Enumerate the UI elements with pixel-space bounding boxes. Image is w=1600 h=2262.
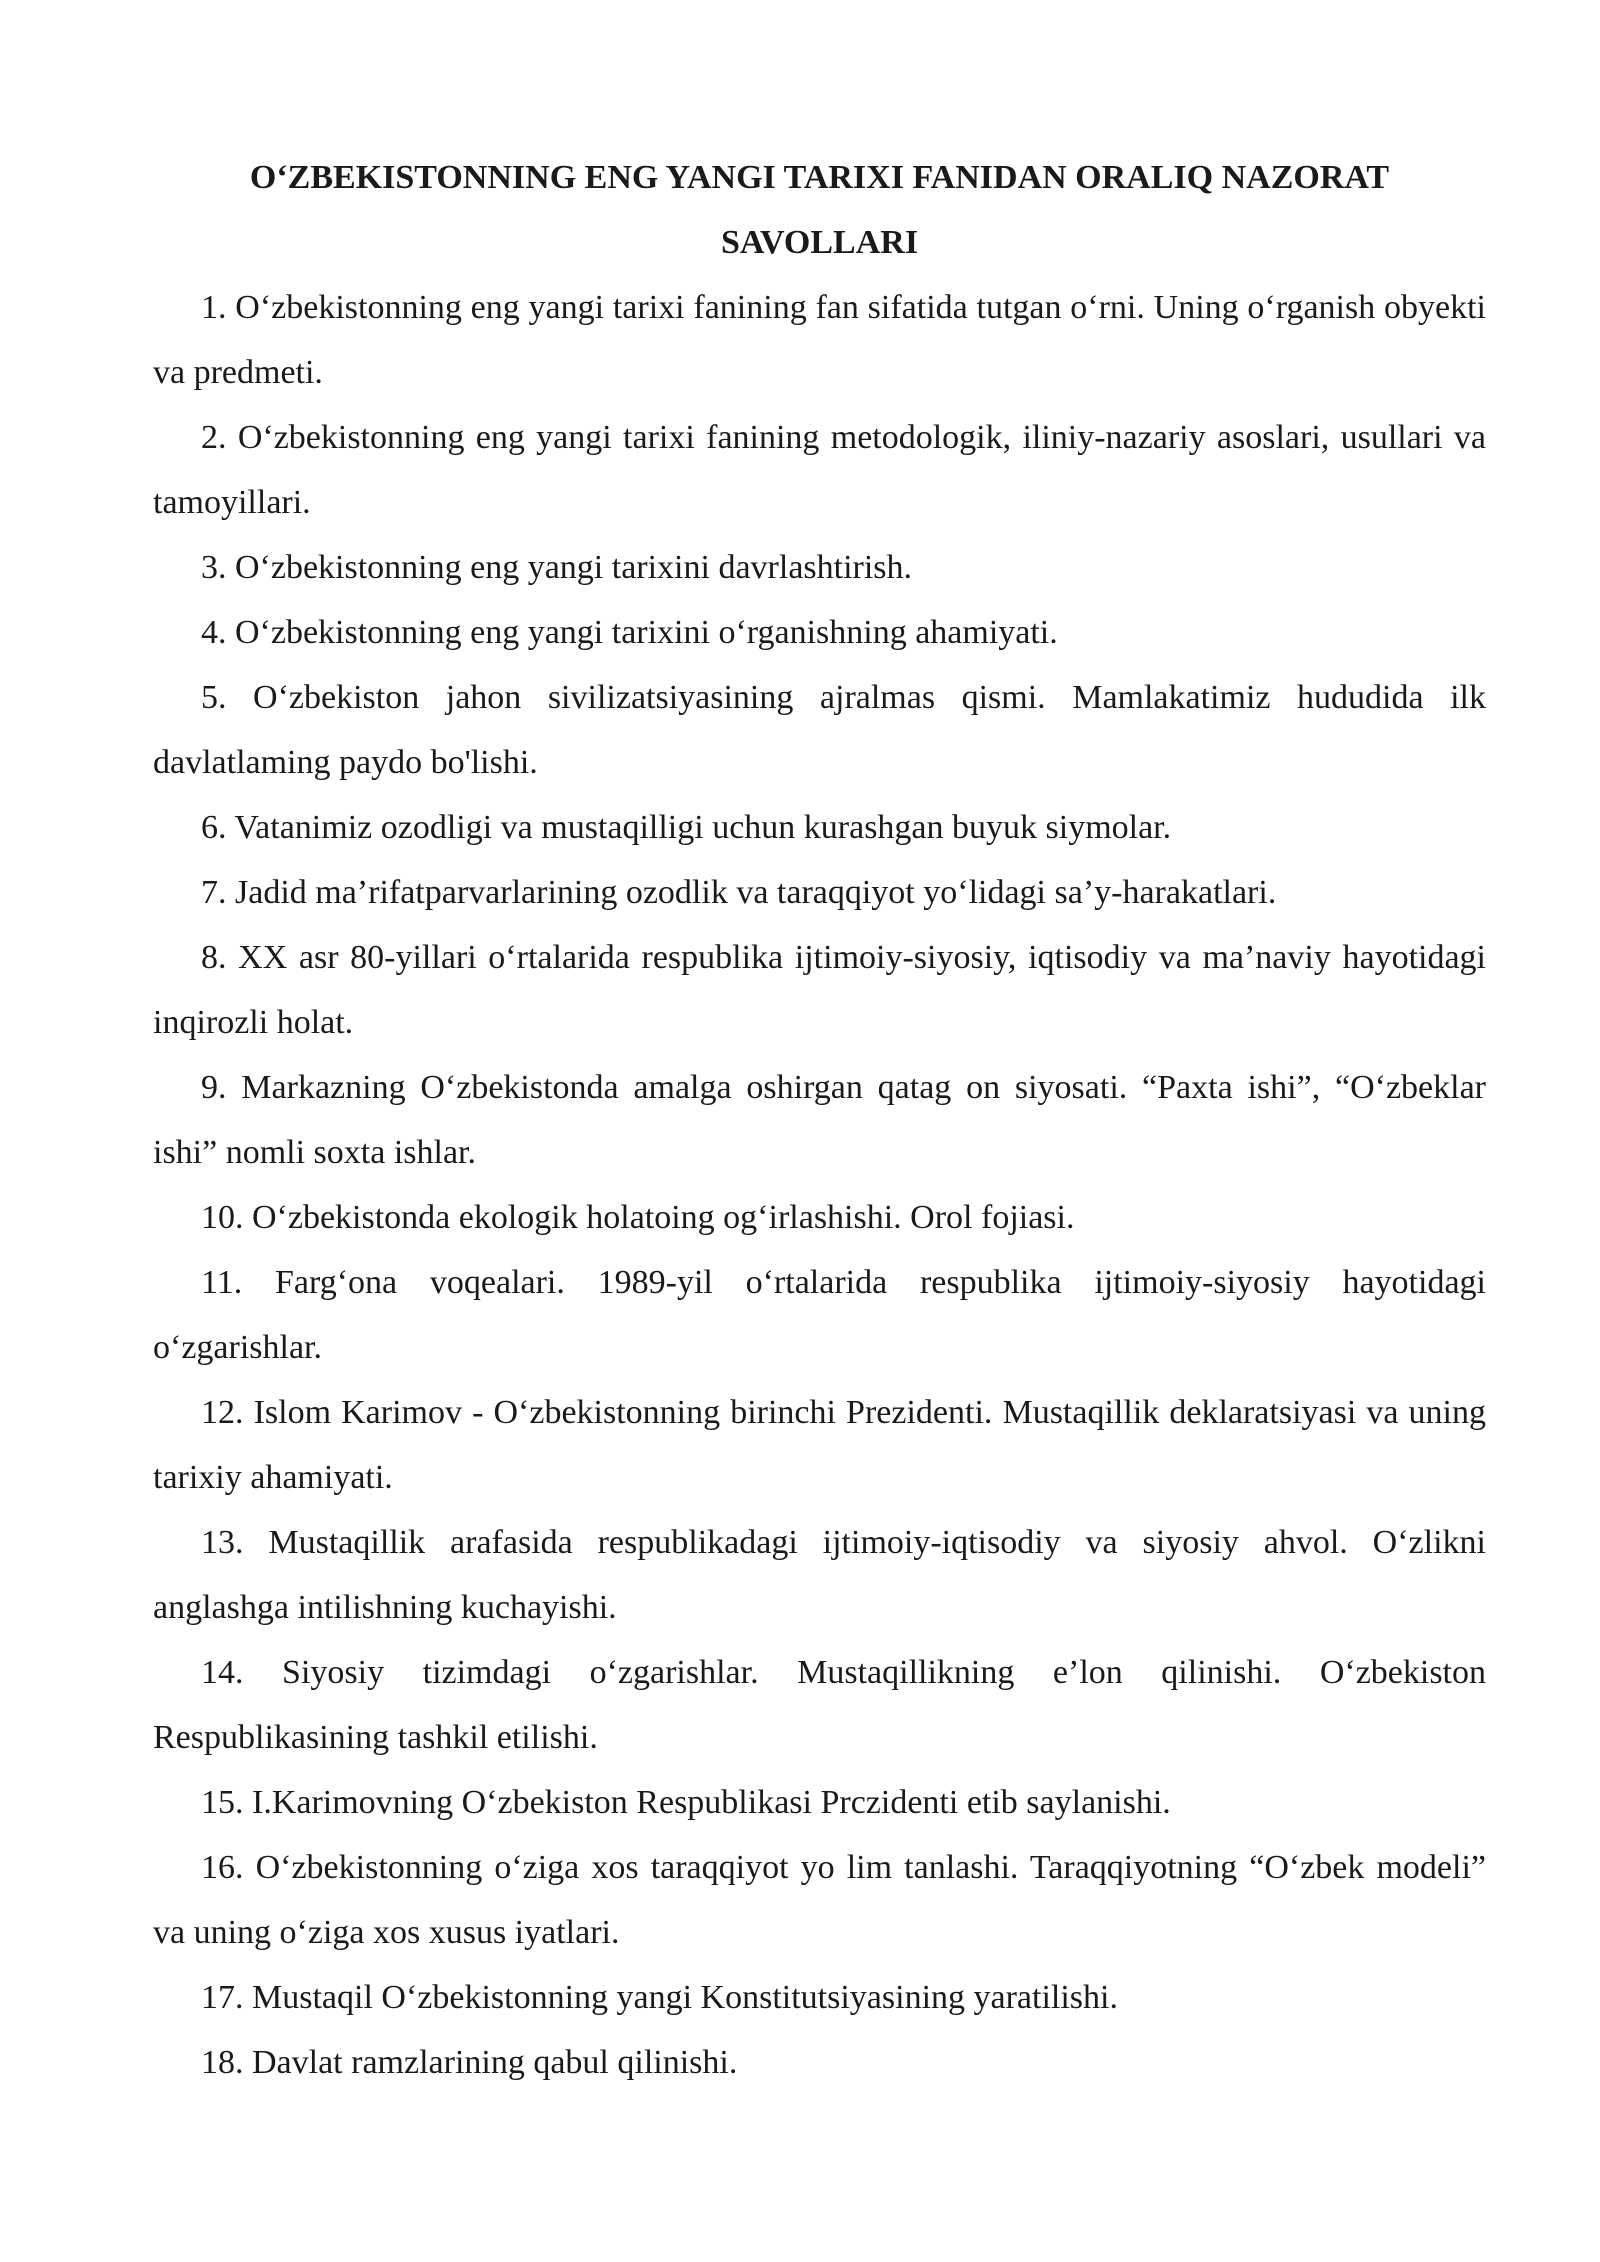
document-title: O‘ZBEKISTONNING ENG YANGI TARIXI FANIDAN ORALIQ NAZORAT SAVOLLARI xyxy=(249,159,1390,261)
question-item-11: 11. Farg‘ona voqealari. 1989-yil o‘rtalarida respublika ijtimoiy-siyosiy hayotidagi o‘zgarishlar. xyxy=(153,1264,1486,1366)
question-item-17: 17. Mustaqil O‘zbekistonning yangi Konstitutsiyasining yaratilishi. xyxy=(201,1979,1118,2016)
question-item-2: 2. O‘zbekistonning eng yangi tarixi fanining metodologik, iliniy-nazariy asoslari, usullari va tamoyillari. xyxy=(153,419,1486,521)
question-item-8: 8. XX asr 80-yillari o‘rtalarida respublika ijtimoiy-siyosiy, iqtisodiy va ma’naviy hayotidagi inqirozli holat. xyxy=(153,939,1486,1041)
question-item-7: 7. Jadid ma’rifatparvarlarining ozodlik va taraqqiyot yo‘lidagi sa’y-harakatlari. xyxy=(201,874,1277,911)
question-item-16: 16. O‘zbekistonning o‘ziga xos taraqqiyot yo lim tanlashi. Taraqqiyotning “O‘zbek modeli” va uning o‘ziga xos xusus iyatlari. xyxy=(153,1849,1486,1951)
document-body xyxy=(153,145,1486,2095)
question-item-3: 3. O‘zbekistonning eng yangi tarixini davrlashtirish. xyxy=(201,549,913,586)
question-item-1: 1. O‘zbekistonning eng yangi tarixi fanining fan sifatida tutgan o‘rni. Uning o‘rganish obyekti va predmeti. xyxy=(153,289,1486,391)
question-item-18: 18. Davlat ramzlarining qabul qilinishi. xyxy=(201,2044,738,2081)
question-item-6: 6. Vatanimiz ozodligi va mustaqilligi uchun kurashgan buyuk siymolar. xyxy=(201,809,1172,846)
question-item-9: 9. Markazning O‘zbekistonda amalga oshirgan qatag on siyosati. “Paxta ishi”, “O‘zbeklar ishi” nomli soxta ishlar. xyxy=(153,1069,1486,1171)
question-item-10: 10. O‘zbekistonda ekologik holatoing og‘irlashishi. Orol fojiasi. xyxy=(201,1199,1075,1236)
question-item-12: 12. Islom Karimov - O‘zbekistonning birinchi Prezidenti. Mustaqillik deklaratsiyasi va uning tarixiy ahamiyati. xyxy=(153,1394,1486,1496)
questions-list xyxy=(153,275,1486,2095)
question-item-15: 15. I.Karimovning O‘zbekiston Respublikasi Prczidenti etib saylanishi. xyxy=(201,1784,1171,1821)
question-item-14: 14. Siyosiy tizimdagi o‘zgarishlar. Mustaqillikning e’lon qilinishi. O‘zbekiston Respublikasining tashkil etilishi. xyxy=(153,1654,1486,1756)
question-item-13: 13. Mustaqillik arafasida respublikadagi ijtimoiy-iqtisodiy va siyosiy ahvol. O‘zlikni anglashga intilishning kuchayishi. xyxy=(153,1524,1486,1626)
question-item-5: 5. O‘zbekiston jahon sivilizatsiyasining ajralmas qismi. Mamlakatimiz hududida ilk davlatlaming paydo bo'lishi. xyxy=(153,679,1486,781)
question-item-4: 4. O‘zbekistonning eng yangi tarixini o‘rganishning ahamiyati. xyxy=(201,614,1058,651)
